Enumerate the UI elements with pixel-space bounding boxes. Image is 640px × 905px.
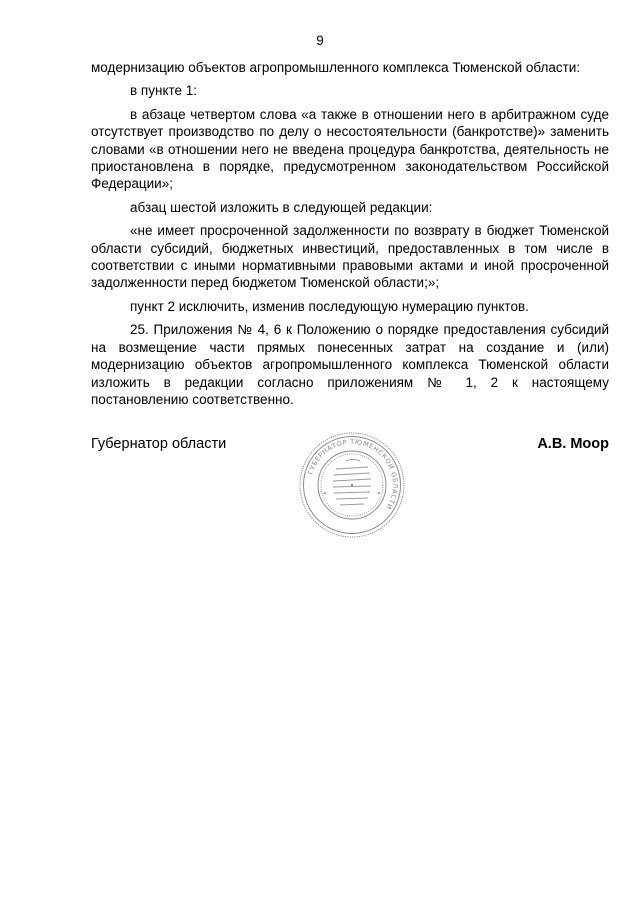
paragraph: 25. Приложения № 4, 6 к Положению о порядке предоставления субсидий на возмещение части прямых понесенных затрат на создание и (или) модернизацию объектов агропромышленного комплекса Тюменской области изложить в редакции согласно приложениям № 1, 2 к настоящему постановлению соответственно.	[91, 322, 609, 407]
signatory-name: А.В. Моор	[537, 436, 609, 452]
paragraph: пункт 2 исключить, изменив последующую нумерацию пунктов.	[130, 298, 529, 314]
paragraph: в абзаце четвертом слова «а также в отношении него в арбитражном суде отсутствует производство по делу о несостоятельности (банкротстве)» заменить словами «в отношении него не введена процедура банкротства, деятельность не приостановлена в порядке, предусмотренном законодательством Российской Федерации»;	[91, 106, 609, 192]
paragraph: модернизацию объектов агропромышленного комплекса Тюменской области:	[91, 60, 581, 75]
paragraph: в пункте 1:	[130, 83, 198, 99]
signatory-title: Губернатор области	[91, 436, 227, 452]
page-number: 9	[316, 33, 324, 48]
paragraph: абзац шестой изложить в следующей редакции:	[130, 199, 433, 215]
official-seal-icon	[298, 431, 406, 539]
svg-text:ГУБЕРНАТОР ТЮМЕНСКОЙ ОБЛАСТИ	[306, 438, 399, 511]
document-body	[91, 59, 609, 414]
seal-outer-text: ГУБЕРНАТОР ТЮМЕНСКОЙ ОБЛАСТИ	[306, 437, 400, 512]
paragraph: «не имеет просроченной задолженности по возврату в бюджет Тюменской области субсидий, бюджетных инвестиций, предоставленных в том числе в соответствии с иными нормативными правовыми актами и иной просроченной задолженности перед бюджетом Тюменской области;»;	[91, 223, 609, 291]
